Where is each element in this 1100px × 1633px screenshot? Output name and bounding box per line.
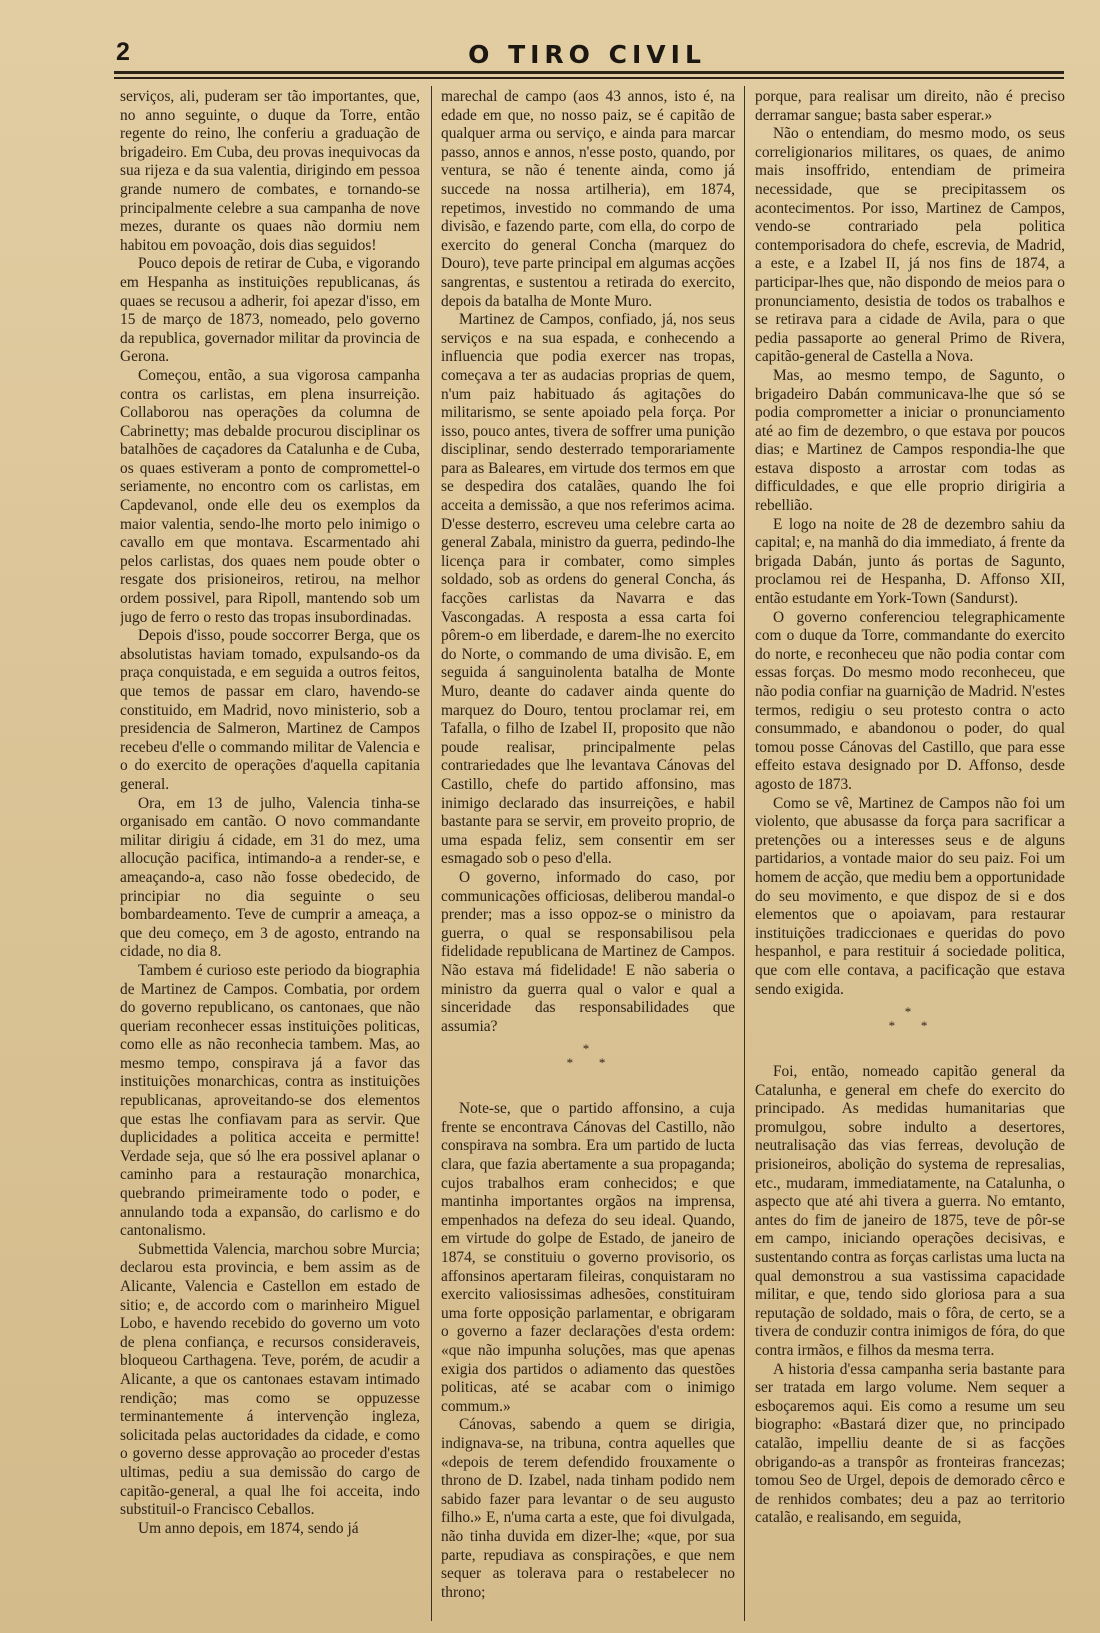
section-separator <box>441 1042 735 1070</box>
paragraph: Tambem é curioso este periodo da biographia de Martinez de Campos. Combatia, por ordem do governo republicano, os cantonaes, que não queriam reconhecer essas instituições politicas, como elle as não reconhecia tambem. Mas, ao mesmo tempo, conspirava já a favor das instituições monarchicas, contra as instituições republicanas, aproveitando-se dos elementos que estas lhe confiavam para as servir. Que duplicidades a politica acceita e permitte! Verdade seja, que só lhe era possivel aplanar o caminho para a restauração monarchica, quebrando primeiramente todo o poder, e annulando toda a expansão, do carlismo e do cantonalismo. <box>120 961 420 1240</box>
paragraph: Um anno depois, em 1874, sendo já <box>138 1519 359 1537</box>
paragraph: Começou, então, a sua vigorosa campanha contra os carlistas, em plena insurreição. Collaborou nas operações da columna de Cabrinetty; mas debalde procurou disciplinar os batalhões de caçadores da Catalunha e de Cuba, os quaes estiveram a ponto de compromettel-o seriamente, no encontro com os carlistas, em Capdevanol, onde elle deu os exemplos da maior valentia, sendo-lhe morto pelo inimigo o cavallo em que montava. Escarmentado ahi pelos carlistas, dos quaes nem poude obter o resgate dos prisioneiros, retirou, na melhor ordem possivel, para Ripoll, mantendo sob um jugo de ferro o resto das tropas insubordinadas. <box>120 366 420 626</box>
paragraph: E logo na noite de 28 de dezembro sahiu da capital; e, na manhã do dia immediato, á frente da brigada Dabán, junto ás portas de Sagunto, proclamou rei de Hespanha, D. Affonso XII, então estudante em York-Town (Sandurst). <box>755 515 1065 608</box>
column-middle <box>441 88 735 1623</box>
paragraph: O governo, informado do caso, por communicações officiosas, deliberou mandal-o prender; mas a isso oppoz-se o ministro da guerra, o qual se responsabilisou pela fidelidade republicana de Martinez de Campos. Não estava má fidelidade! E não saberia o ministro da guerra qual o valor e qual a sinceridade das responsabilidades que assumia? <box>441 868 735 1035</box>
paragraph: Submettida Valencia, marchou sobre Murcia; declarou esta provincia, e bem assim as de Alicante, Valencia e Castellon em estado de sitio; e, de accordo com o marinheiro Miguel Lobo, e havendo recebido do governo um voto de plena confiança, e recursos consideraveis, bloqueou Carthagena. Teve, porém, de acudir a Alicante, a que os cantonaes estavam intimado rendição; mas como se oppuzesse terminantemente á intervenção ingleza, solicitada pelas auctoridades da cidade, e como o governo desse approvação ao proceder d'estas ultimas, pediu a sua demissão do cargo de capitão-general, a qual lhe foi acceita, indo substituil-o Francisco Ceballos. <box>120 1240 420 1519</box>
column-divider-1 <box>431 86 432 1621</box>
paragraph: porque, para realisar um direito, não é preciso derramar sangue; basta saber esperar.» <box>755 88 1065 124</box>
paragraph: Martinez de Campos, confiado, já, nos seus serviços e na sua espada, e conhecendo a influencia que podia exercer nas tropas, começava a ter as audacias proprias de quem, n'um paiz habituado ás agitações do militarismo, se sente apoiado pela força. Por isso, pouco antes, tivera de soffrer uma punição disciplinar, sendo desterrado temporariamente para as Baleares, em virtude dos termos em que se despedira dos catalães, quando lhe foi acceita a demissão, a que nos referimos acima. D'esse desterro, escreveu uma celebre carta ao general Zabala, ministro da guerra, pedindo-lhe licença para ir combater, como simples soldado, sob as ordens do general Concha, ás facções carlistas da Navarra e das Vascongadas. A resposta a essa carta foi pôrem-o em liberdade, e darem-lhe no exercito do Norte, o commando de uma divisão. E, em seguida á sanguinolenta batalha de Monte Muro, deante do cadaver ainda quente do marquez do Douro, tentou proclamar rei, em Tafalla, o filho de Izabel II, proposito que não poude realisar, principalmente pelas contrariedades que lhe levantava Cánovas del Castillo, chefe do partido affonsino, mas inimigo declarado das insurreições, e habil bastante para se servir, em proveito proprio, de uma espada feliz, sem consentir em ser esmagado sob o peso d'ella. <box>441 311 735 868</box>
header-rule-thick <box>114 71 1064 74</box>
paragraph: Note-se, que o partido affonsino, a cuja frente se encontrava Cánovas del Castillo, não conspirava na sombra. Era um partido de lucta clara, que fazia abertamente a sua propaganda; cujos trabalhos eram conhecidos; e que mantinha importantes orgãos na imprensa, empenhados na defeza do seu ideal. Quando, em virtude do golpe de Estado, de janeiro de 1874, se constituiu o governo provisorio, os affonsinos apertaram fileiras, conquistaram no exercito valiosissimas adhesões, constituiram uma forte opposição parlamentar, e obrigaram o governo a fazer declarações d'esta ordem: «que não impunha soluções, mas que apenas exigia dos partidos o adiamento das questões politicas, até se acabar com o inimigo commum.» <box>441 1100 735 1415</box>
paragraph: Ora, em 13 de julho, Valencia tinha-se organisado em cantão. O novo commandante militar dirigiu á cidade, em 31 do mez, uma allocução pacifica, intimando-a a render-se, e ameaçando-a, caso não fosse obedecido, de principiar no dia seguinte o seu bombardeamento. Teve de cumprir a ameaça, a que deu começo, em 3 de agosto, entrando na cidade, no dia 8. <box>120 794 420 961</box>
paragraph: Foi, então, nomeado capitão general da Catalunha, e general em chefe do exercito do principado. As medidas humanitarias que promulgou, sobre indulto a desertores, neutralisação das vias ferreas, devolução de prisioneiros, abolição do systema de represalias, etc., mudaram, immediatamente, na Catalunha, o aspecto que até ahi tivera a guerra. No emtanto, antes do fim de janeiro de 1875, teve de pôr-se em campo, iniciando operações decisivas, e sustentando contra as forças carlistas uma lucta na qual demonstrou a sua vastissima capacidade militar, e que, tendo sido gloriosa para a sua reputação de soldado, mais o fôra, de certo, se a tivera de conduzir contra inimigos de fóra, do que contra irmãos, e filhos da mesma terra. <box>755 1063 1065 1359</box>
paragraph: O governo conferenciou telegraphicamente com o duque da Torre, commandante do exercito do norte, e reconheceu que não podia contar com essas forças. Do mesmo modo reconheceu, que não podia confiar na guarnição de Madrid. N'estes termos, redigiu o seu protesto contra o acto consummado, e abandonou o poder, do qual tomou posse Cánovas del Castillo, que para esse effeito estava designado por D. Affonso, desde agosto de 1873. <box>755 608 1065 793</box>
masthead-title: O TIRO CIVIL <box>468 40 706 69</box>
separator-star: * <box>566 1055 578 1071</box>
paragraph: Não o entendiam, do mesmo modo, os seus correligionarios militares, os quaes, de animo mais insoffrido, entendiam de primeira necessidade, que se precipitassem os acontecimentos. Por isso, Martinez de Campos, vendo-se contrariado pela politica contemporisadora do chefe, escrevia, de Madrid, a este, e a Izabel II, já nos fins de 1874, a participar-lhes que, não dispondo de meios para o pronunciamento, desistia de todos os trabalhos e se retirava para a cidade de Avila, para o que pedia passaporte ao general Primo de Rivera, capitão-general de Castella a Nova. <box>755 125 1065 366</box>
separator-star: * <box>582 1041 594 1057</box>
column-divider-2 <box>744 86 745 1621</box>
separator-star: * <box>598 1055 610 1071</box>
section-separator <box>755 1005 1065 1033</box>
paragraph: Como se vê, Martinez de Campos não foi um violento, que abusasse da força para sacrificar a pretenções ou a interesses seus e de alguns partidarios, a vontade maior do seu paiz. Foi um homem de acção, que mediu bem a opportunidade do seu movimento, e que dispoz de si e dos elementos que o apoiavam, para restaurar instituições tradiccionaes e queridas do povo hespanhol, e para restituir á sociedade politica, que com elle contava, a pacificação que estava sendo exigida. <box>755 794 1065 998</box>
column-left <box>120 88 420 1623</box>
separator-star: * <box>888 1018 900 1034</box>
paragraph: Pouco depois de retirar de Cuba, e vigorando em Hespanha as instituições republicanas, ás quaes se recusou a adherir, foi apezar d'isso, em 15 de março de 1873, nomeado, pelo governo da republica, governador militar da provincia de Gerona. <box>120 255 420 366</box>
page-header <box>112 38 1062 68</box>
separator-star: * <box>904 1004 916 1020</box>
page-number: 2 <box>116 38 130 66</box>
paragraph: A historia d'essa campanha seria bastante para ser tratada em largo volume. Nem sequer a esboçaremos aqui. Eis como a resume um seu biographo: «Bastará dizer que, no principado catalão, impelliu deante de si as facções obrigando-as a transpôr as fronteiras francezas; tomou Seo de Urgel, depois de demorado cêrco e de renhidos combates; deu a paz ao territorio catalão, e realisando, em seguida, <box>755 1360 1065 1527</box>
paragraph: Depois d'isso, poude soccorrer Berga, que os absolutistas haviam tomado, expulsando-os da praça conquistada, e em seguida a outros feitos, que temos de passar em claro, havendo-se constituido, em Madrid, novo ministerio, sob a presidencia de Salmeron, Martinez de Campos recebeu d'elle o commando militar de Valencia e o do exercito de operações d'aquella capitania general. <box>120 627 420 793</box>
paragraph: marechal de campo (aos 43 annos, isto é, na edade em que, no nosso paiz, se é capitão de qualquer arma ou serviço, e ainda para marcar passo, annos e annos, n'esse posto, quando, por ventura, se não é tenente ainda, como já succede na nossa artilheria), em 1874, repetimos, investido no commando de uma divisão, e fazendo parte, com ella, do corpo de exercito do general Concha (marquez do Douro), teve parte principal em algumas acções sangrentas, e sustentou a retirada do exercito, depois da batalha de Monte Muro. <box>441 88 735 310</box>
column-right <box>755 88 1065 1623</box>
separator-star: * <box>920 1018 932 1034</box>
paragraph: Mas, ao mesmo tempo, de Sagunto, o brigadeiro Dabán communicava-lhe que só se podia comprometter a iniciar o pronunciamento até ao fim de dezembro, o que estava por poucos dias; e Martinez de Campos respondia-lhe que estava disposto a arrostar com todas as difficuldades, e que elle proprio dirigiria a rebellião. <box>755 366 1065 515</box>
paragraph: Cánovas, sabendo a quem se dirigia, indignava-se, na tribuna, contra aquelles que «depois de terem defendido frouxamente o throno de D. Izabel, nada tinham podido nem sabido fazer para levantar o de seu augusto filho.» E, n'uma carta a este, que foi divulgada, não tinha duvida em dizer-lhe; «que, por sua parte, repudiava as conspirações, e que nem sequer as tolerava para o restabelecer no throno; <box>441 1416 735 1601</box>
header-rule-thin <box>114 77 1064 79</box>
paragraph: serviços, ali, puderam ser tão importantes, que, no anno seguinte, o duque da Torre, então regente do reino, lhe conferiu a graduação de brigadeiro. Em Cuba, deu provas inequivocas da sua rijeza e da sua valentia, dirigindo em pessoa grande numero de combates, e tornando-se principalmente celebre a sua campanha de nove mezes, durante os quaes não dormiu nem habitou em povoação, dois dias seguidos! <box>120 88 420 254</box>
